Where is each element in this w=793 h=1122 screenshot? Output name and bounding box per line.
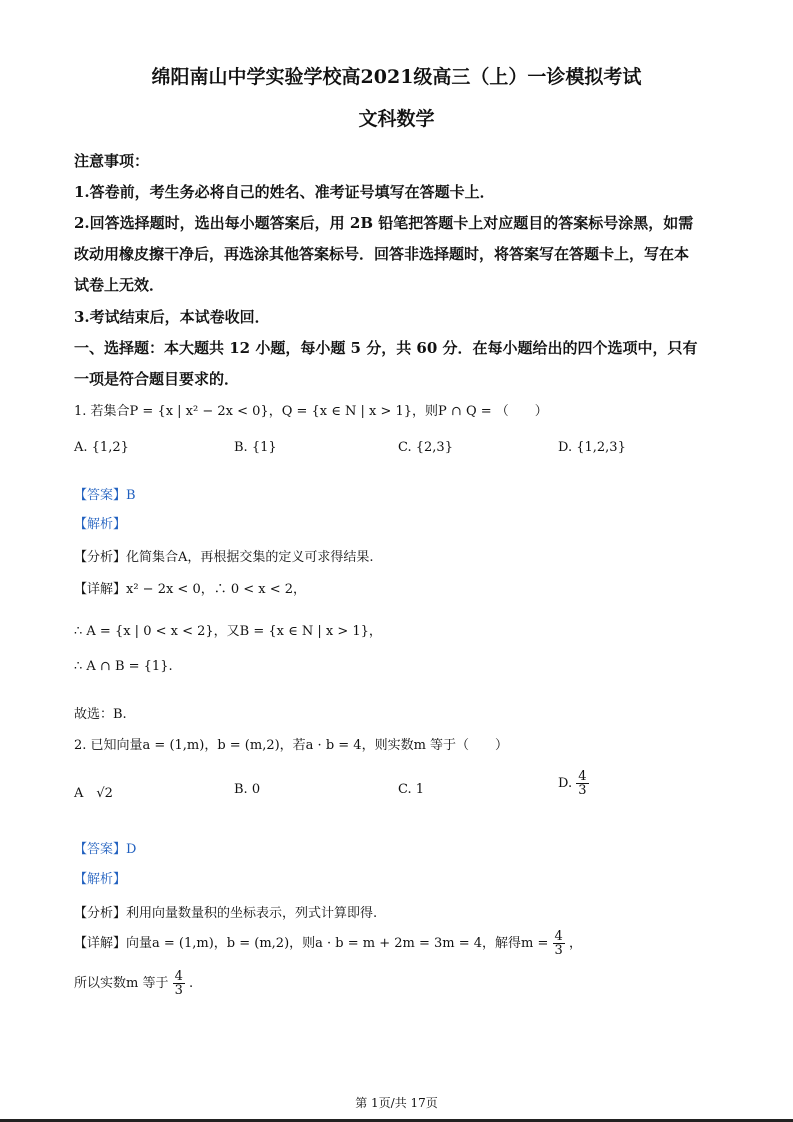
q1-conclusion: 故选：B.	[74, 707, 127, 722]
fraction-numerator: 4	[174, 969, 183, 984]
notice-item-2-line2: 改动用橡皮擦干净后，再选涂其他答案标号．回答非选择题时，将答案写在答题卡上，写在本	[74, 245, 690, 263]
q1-detail-2: ∴ A = {x | 0 < x < 2}，又B = {x ∈ N | x > 1}，	[74, 624, 382, 639]
q2-option-c: C. 1	[398, 782, 425, 797]
q1-detail-1: 【详解】x² − 2x < 0，∴ 0 < x < 2，	[74, 582, 307, 597]
q1-fenxi: 【分析】化简集合A，再根据交集的定义可求得结果.	[74, 550, 374, 565]
q2-option-b: B. 0	[234, 782, 261, 797]
q2-fenxi: 【分析】利用向量数量积的坐标表示，列式计算即得.	[74, 906, 378, 921]
fraction-denominator: 3	[554, 943, 563, 958]
notice-item-3: 3.考试结束后，本试卷收回．	[74, 308, 270, 326]
section-heading-line1: 一、选择题：本大题共 12 小题，每小题 5 分，共 60 分．在每小题给出的四个选项中，只有	[74, 339, 698, 357]
q2-analysis-tag: 【解析】	[74, 872, 127, 887]
q2-detail-1-text: 【详解】向量a = (1,m)，b = (m,2)，则a · b = m + 2m = 3m = 4，解得m =	[74, 936, 549, 951]
fraction-denominator: 3	[578, 783, 587, 798]
q1-option-b: B. {1}	[234, 440, 277, 455]
q2-answer: 【答案】D	[74, 842, 137, 857]
q2-detail-1-end: ，	[568, 936, 582, 951]
q1-analysis-tag: 【解析】	[74, 517, 127, 532]
q2-detail-2-fraction	[173, 970, 185, 997]
q1-stem: 1. 若集合P = {x | x² − 2x < 0}，Q = {x ∈ N | x > 1}，则P ∩ Q = （ ）	[74, 404, 548, 419]
q2-detail-1	[74, 930, 582, 957]
q2-detail-2-text: 所以实数m 等于	[74, 976, 169, 991]
q2-option-a: A √2	[74, 786, 113, 801]
q2-detail-1-fraction	[553, 930, 565, 957]
fraction-numerator: 4	[554, 929, 563, 944]
q2-stem: 2. 已知向量a = (1,m)，b = (m,2)，若a · b = 4，则实数m 等于（ ）	[74, 738, 509, 753]
notice-item-2-line3: 试卷上无效．	[74, 276, 165, 294]
page-footer: 第 1页/共 17页	[355, 1096, 438, 1110]
q2-option-d	[558, 770, 589, 797]
notice-item-1: 1.答卷前，考生务必将自己的姓名、准考证号填写在答题卡上．	[74, 183, 495, 201]
q2-option-d-label: D.	[558, 776, 573, 791]
page-title: 绵阳南山中学实验学校高2021级高三（上）一诊模拟考试	[151, 66, 642, 88]
q2-detail-2-end: .	[189, 976, 194, 991]
q1-answer: 【答案】B	[74, 488, 136, 503]
q1-option-d: D. {1,2,3}	[558, 440, 626, 455]
q1-option-a: A. {1,2}	[74, 440, 129, 455]
q1-option-c: C. {2,3}	[398, 440, 453, 455]
notice-heading: 注意事项：	[74, 152, 150, 170]
fraction-numerator: 4	[578, 769, 587, 784]
page-subtitle: 文科数学	[358, 108, 435, 130]
section-heading-line2: 一项是符合题目要求的．	[74, 370, 240, 388]
q2-detail-2	[74, 970, 193, 997]
q1-detail-3: ∴ A ∩ B = {1}.	[74, 659, 173, 674]
fraction-denominator: 3	[174, 983, 183, 998]
notice-item-2-line1: 2.回答选择题时，选出每小题答案后，用 2B 铅笔把答题卡上对应题目的答案标号涂黑，如需	[74, 214, 694, 232]
q2-option-d-fraction	[576, 770, 588, 797]
